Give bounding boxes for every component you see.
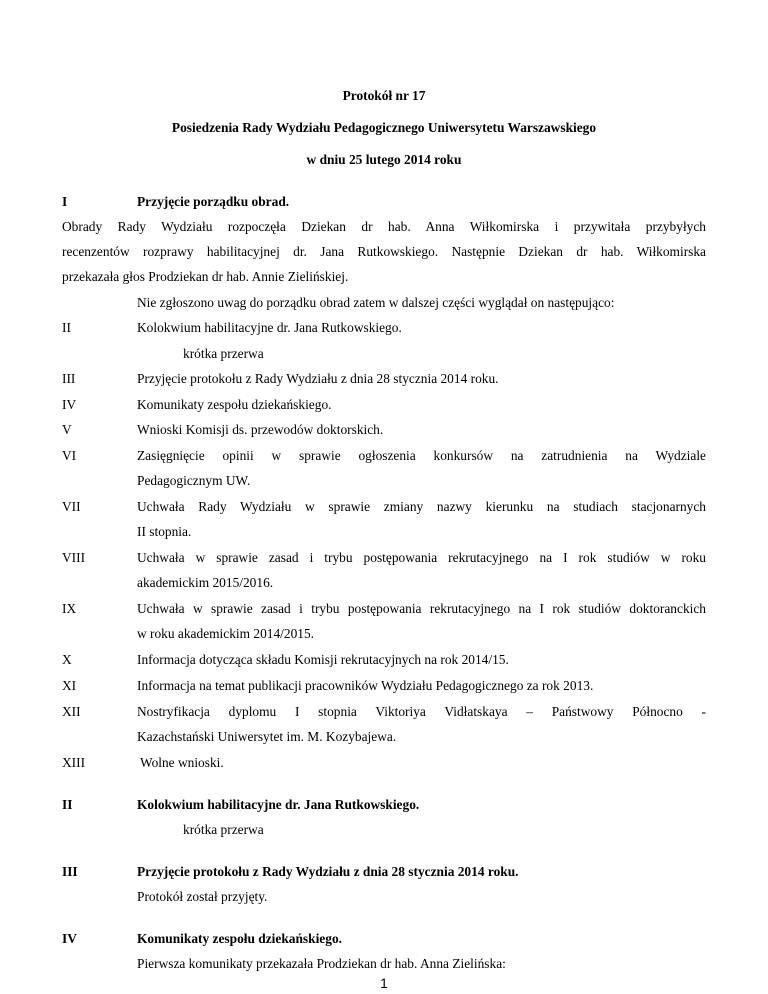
section-body: krótka przerwa	[183, 822, 264, 837]
section-heading: Kolokwium habilitacyjne dr. Jana Rutkowskiego.	[137, 797, 420, 812]
section-number: II	[62, 797, 73, 812]
agenda-item: Nostryfikacja dyplomu I stopnia Viktoriya Vidłatskaya – Państwowy Północno -	[137, 704, 706, 719]
agenda-number: VI	[62, 448, 77, 463]
agenda-item-cont: Kazachstański Uniwersytet im. M. Kozybajewa.	[137, 729, 397, 744]
agenda-number: VIII	[62, 550, 86, 565]
document-subtitle: Posiedzenia Rady Wydziału Pedagogicznego Uniwersytetu Warszawskiego	[171, 120, 597, 135]
agenda-item: Kolokwium habilitacyjne dr. Jana Rutkowskiego.	[137, 320, 402, 335]
paragraph-line: Obrady Rady Wydziału rozpoczęła Dziekan dr hab. Anna Wiłkomirska i przywitała przybyłych	[62, 219, 706, 234]
agenda-number: III	[62, 371, 76, 386]
section-heading: Przyjęcie porządku obrad.	[137, 194, 290, 209]
agenda-item: Uchwała w sprawie zasad i trybu postępowania rekrutacyjnego na I rok studiów w roku	[137, 550, 706, 565]
agenda-item: Komunikaty zespołu dziekańskiego.	[137, 397, 332, 412]
section-number: IV	[62, 931, 77, 946]
agenda-intro: Nie zgłoszono uwag do porządku obrad zatem w dalszej części wyglądał on następująco:	[137, 295, 615, 310]
agenda-item-cont: akademickim 2015/2016.	[137, 575, 274, 590]
section-body: Pierwsza komunikaty przekazała Prodziekan dr hab. Anna Zielińska:	[137, 956, 506, 971]
agenda-item-cont: Pedagogicznym UW.	[137, 473, 251, 488]
agenda-break: krótka przerwa	[183, 346, 264, 361]
agenda-item: Zasięgnięcie opinii w sprawie ogłoszenia konkursów na zatrudnienia na Wydziale	[137, 448, 706, 463]
agenda-number: V	[62, 422, 72, 437]
page-number: 1	[380, 976, 388, 991]
document-date: w dniu 25 lutego 2014 roku	[306, 152, 462, 167]
agenda-number: XII	[62, 704, 81, 719]
agenda-item: Przyjęcie protokołu z Rady Wydziału z dnia 28 stycznia 2014 roku.	[137, 371, 499, 386]
paragraph-line: recenzentów rozprawy habilitacyjnej dr. Jana Rutkowskiego. Następnie Dziekan dr hab. Wiłkomirska	[62, 244, 706, 259]
agenda-item-cont: II stopnia.	[137, 524, 192, 539]
agenda-item-cont: w roku akademickim 2014/2015.	[137, 626, 315, 641]
section-number: I	[62, 194, 68, 209]
agenda-number: IV	[62, 397, 77, 412]
agenda-item: Informacja na temat publikacji pracowników Wydziału Pedagogicznego za rok 2013.	[137, 678, 594, 693]
agenda-item: Informacja dotycząca składu Komisji rekrutacyjnych na rok 2014/15.	[137, 652, 509, 667]
agenda-number: XI	[62, 678, 77, 693]
agenda-number: X	[62, 652, 72, 667]
paragraph-line: przekazała głos Prodziekan dr hab. Annie Zielińskiej.	[62, 269, 349, 284]
agenda-number: II	[62, 320, 71, 335]
agenda-item: Wnioski Komisji ds. przewodów doktorskich.	[137, 422, 384, 437]
agenda-number: IX	[62, 601, 77, 616]
document-title: Protokół nr 17	[342, 88, 426, 103]
section-body: Protokół został przyjęty.	[137, 889, 268, 904]
agenda-number: XIII	[62, 755, 86, 770]
section-heading: Komunikaty zespołu dziekańskiego.	[137, 931, 342, 946]
agenda-item: Uchwała Rady Wydziału w sprawie zmiany nazwy kierunku na studiach stacjonarnych	[137, 499, 706, 514]
section-heading: Przyjęcie protokołu z Rady Wydziału z dnia 28 stycznia 2014 roku.	[137, 864, 519, 879]
agenda-item: Wolne wnioski.	[140, 755, 224, 770]
section-number: III	[62, 864, 78, 879]
agenda-item: Uchwała w sprawie zasad i trybu postępowania rekrutacyjnego na I rok studiów doktoranckich	[137, 601, 706, 616]
agenda-number: VII	[62, 499, 81, 514]
